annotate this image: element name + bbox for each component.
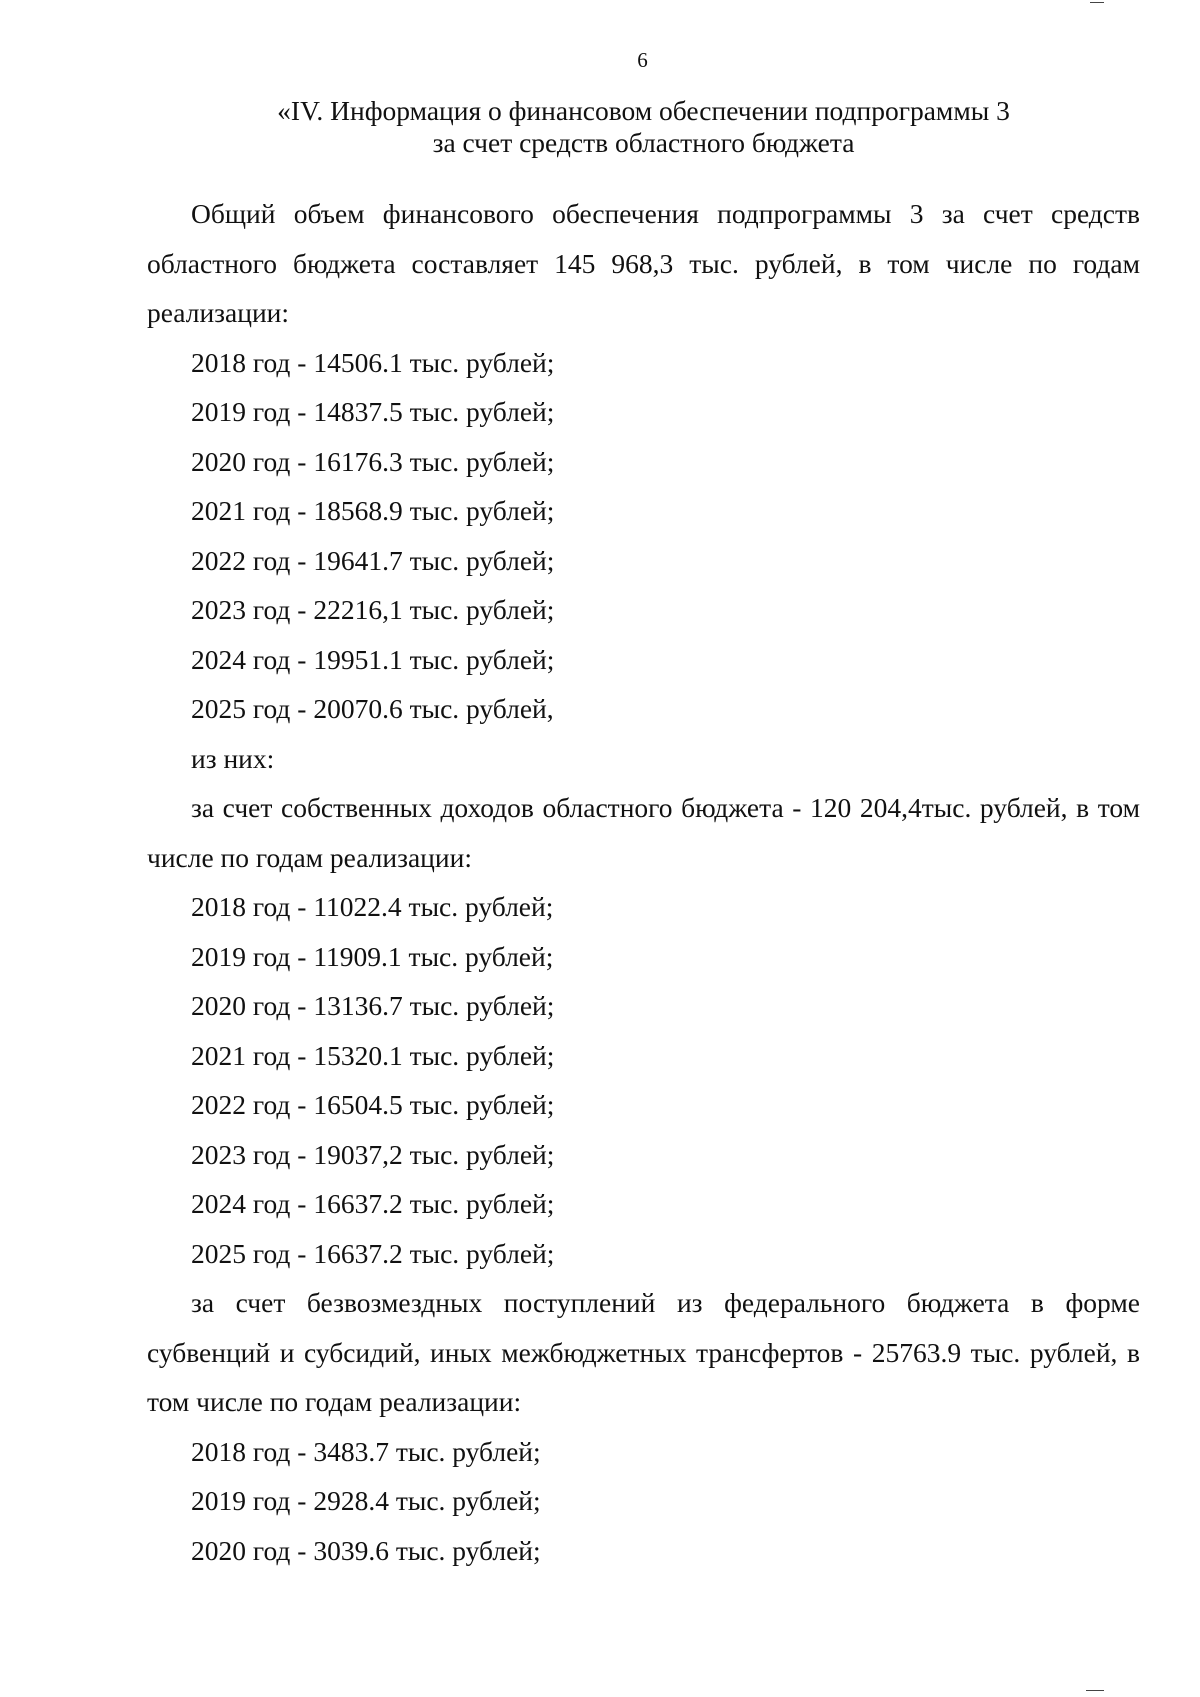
own-revenue-year-line: 2024 год - 16637.2 тыс. рублей;	[191, 1188, 555, 1219]
total-year-line: 2020 год - 16176.3 тыс. рублей;	[191, 445, 555, 477]
total-year-line: 2024 год - 19951.1 тыс. рублей;	[191, 643, 555, 675]
intro-paragraph: Общий объем финансового обеспечения подпрограммы 3 за счет средств областного бюджета составляет 145 968,3 тыс. рублей, в том числе по годам реализации:	[147, 198, 1140, 328]
own-revenue-year-line: 2021 год - 15320.1 тыс. рублей;	[191, 1039, 555, 1071]
section-heading	[0, 95, 1200, 159]
own-revenue-year-line: 2022 год - 16504.5 тыс. рублей;	[191, 1089, 555, 1120]
total-year-line: 2018 год - 14506.1 тыс. рублей;	[191, 346, 555, 378]
own-revenue-year-line: 2019 год - 11909.1 тыс. рублей;	[191, 940, 554, 972]
own-revenue-year-line: 2018 год - 11022.4 тыс. рублей;	[191, 891, 554, 922]
scan-mark-top-right	[1090, 2, 1104, 3]
total-year-line: 2019 год - 14837.5 тыс. рублей;	[191, 396, 555, 427]
of-them-label: из них:	[191, 742, 275, 774]
section-heading-line-1: «IV. Информация о финансовом обеспечении подпрограммы 3	[277, 95, 1010, 126]
total-year-line: 2023 год - 22216,1 тыс. рублей;	[191, 594, 555, 625]
federal-year-line: 2019 год - 2928.4 тыс. рублей;	[191, 1485, 541, 1516]
federal-paragraph: за счет безвозмездных поступлений из федерального бюджета в форме субвенций и субсидий, иных межбюджетных трансфертов - 25763.9 тыс. рублей, в том числе по годам реализации:	[147, 1287, 1140, 1417]
federal-year-line: 2018 год - 3483.7 тыс. рублей;	[191, 1435, 541, 1467]
total-year-line: 2025 год - 20070.6 тыс. рублей,	[191, 693, 554, 724]
own-revenue-year-line: 2023 год - 19037,2 тыс. рублей;	[191, 1138, 555, 1170]
section-heading-line-2: за счет средств областного бюджета	[432, 127, 855, 158]
page-number: 6	[637, 48, 648, 72]
scan-mark-bottom-right	[1086, 1690, 1104, 1691]
own-revenue-paragraph: за счет собственных доходов областного бюджета - 120 204,4тыс. рублей, в том числе по годам реализации:	[147, 792, 1140, 873]
own-revenue-year-line: 2025 год - 16637.2 тыс. рублей;	[191, 1237, 555, 1269]
own-revenue-year-line: 2020 год - 13136.7 тыс. рублей;	[191, 990, 555, 1021]
document-body	[147, 189, 1140, 1575]
total-year-line: 2022 год - 19641.7 тыс. рублей;	[191, 544, 555, 576]
federal-year-line: 2020 год - 3039.6 тыс. рублей;	[191, 1534, 541, 1566]
total-year-line: 2021 год - 18568.9 тыс. рублей;	[191, 495, 555, 526]
